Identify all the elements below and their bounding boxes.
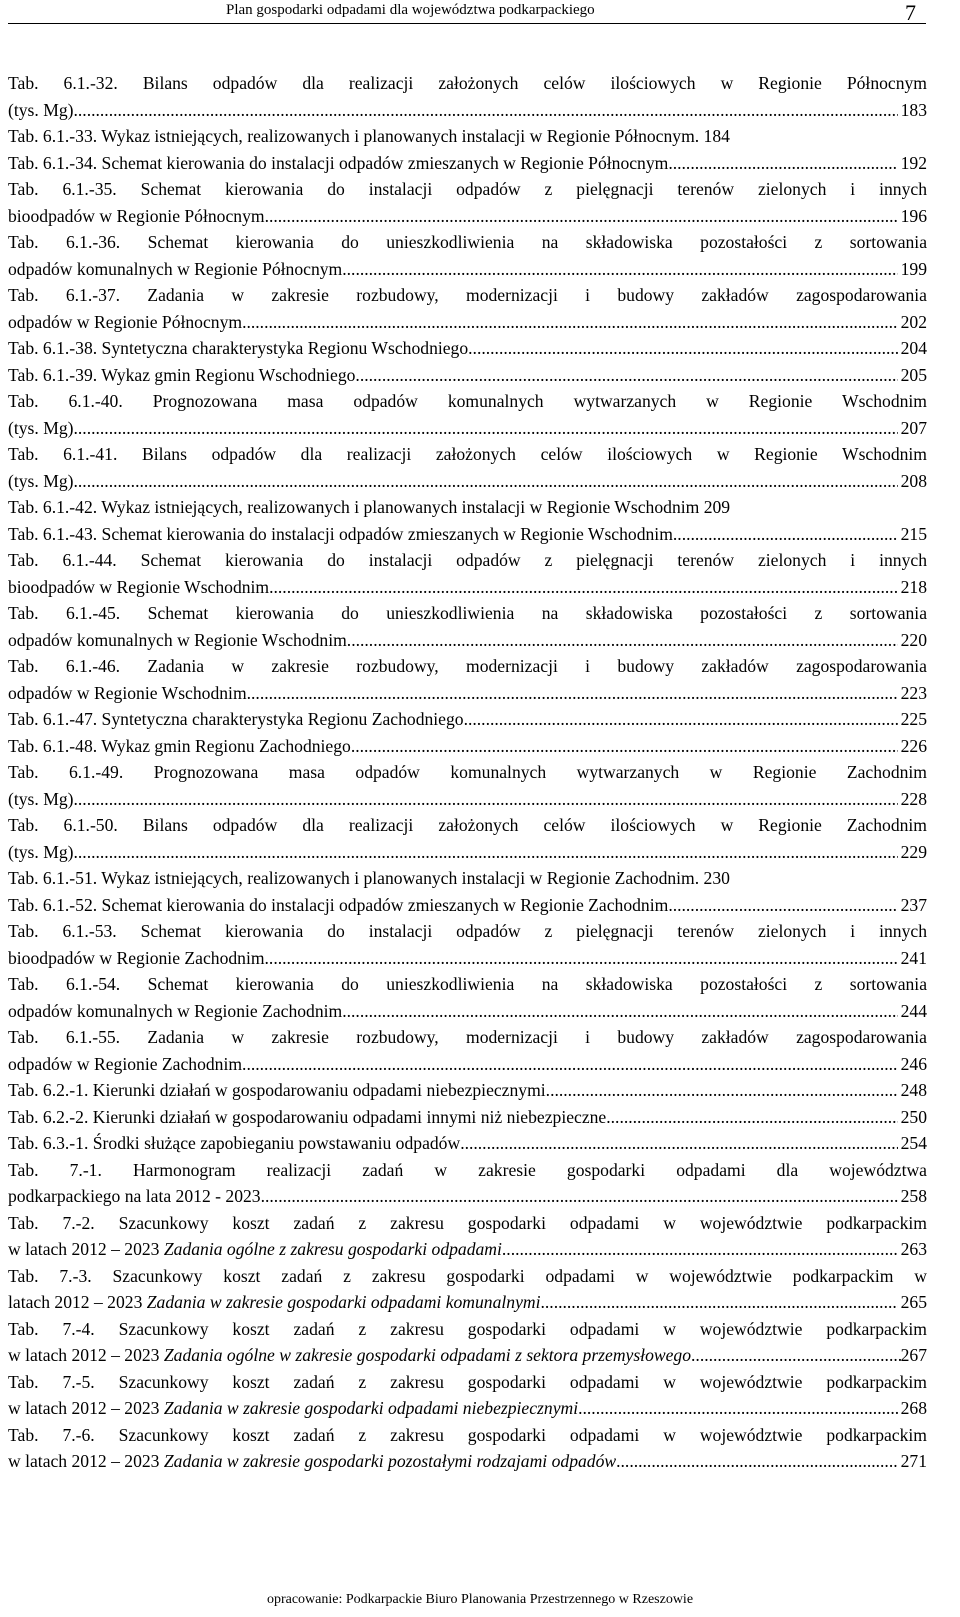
toc-entry-text <box>8 839 74 866</box>
toc-entry-text <box>8 892 668 919</box>
toc-leader-dots <box>265 945 898 972</box>
toc-leader-dots <box>74 415 898 442</box>
toc-entry-text <box>8 203 265 230</box>
toc-line[interactable] <box>8 574 927 601</box>
toc-entry-plain: bioodpadów w Regionie Zachodnim <box>8 947 265 968</box>
toc-entry-plain: podkarpackiego na lata 2012 - 2023 <box>8 1186 261 1206</box>
toc-page-number: 196 <box>900 205 927 226</box>
toc-entry-plain: w latach 2012 – 2023 <box>8 1451 164 1471</box>
toc-line[interactable]: Tab. 7.-3. Szacunkowy koszt zadań z zakresu gospodarki odpadami w województwie podkarpackim w <box>8 1265 927 1286</box>
toc-line[interactable] <box>8 945 927 972</box>
toc-line[interactable] <box>8 627 927 654</box>
toc-line[interactable] <box>8 1236 927 1263</box>
toc-line[interactable]: Tab. 6.1.-35. Schemat kierowania do instalacji odpadów z pielęgnacji terenów zielonych i innych <box>8 179 927 199</box>
toc-leader-dots <box>668 892 897 919</box>
toc-entry-text <box>8 733 351 760</box>
toc-entry-plain: odpadów komunalnych w Regionie Północnym <box>8 258 343 279</box>
toc-entry-text <box>8 309 242 336</box>
toc-entry-text <box>8 680 247 707</box>
toc-line[interactable] <box>8 1289 927 1316</box>
toc-line[interactable] <box>8 786 927 813</box>
toc-page-number: 226 <box>900 735 927 756</box>
toc-line[interactable] <box>8 706 927 733</box>
toc-entry-text <box>8 1051 242 1078</box>
toc-leader-dots <box>691 1342 901 1369</box>
page-footer: opracowanie: Podkarpackie Biuro Planowania Przestrzennego w Rzeszowie <box>266 1592 694 1607</box>
toc-page-number: 268 <box>900 1398 927 1418</box>
toc-page-number: 248 <box>900 1080 927 1100</box>
toc-page-number: 229 <box>900 841 927 862</box>
toc-line[interactable]: Tab. 6.1.-40. Prognozowana masa odpadów komunalnych wytwarzanych w Regionie Wschodnim <box>8 391 927 411</box>
toc-line[interactable] <box>8 150 927 177</box>
toc-page-number: 199 <box>900 258 927 279</box>
toc-entry-plain: Tab. 6.1.-39. Wykaz gmin Regionu Wschodniego <box>8 364 356 385</box>
toc-line[interactable] <box>8 1183 927 1210</box>
toc-line[interactable] <box>8 309 927 336</box>
toc-entry-plain: Tab. 6.1.-38. Syntetyczna charakterystyka Regionu Wschodniego <box>8 338 469 358</box>
toc-entry-text <box>8 1236 502 1263</box>
toc-page-number: 225 <box>900 709 927 729</box>
toc-leader-dots <box>546 1077 898 1104</box>
toc-page-number: 202 <box>900 311 927 332</box>
toc-entry-text <box>8 706 464 733</box>
toc-leader-dots <box>460 1130 897 1157</box>
toc-line[interactable] <box>8 1051 927 1078</box>
toc-line[interactable] <box>8 892 927 919</box>
toc-leader-dots <box>668 150 897 177</box>
toc-entry-text <box>8 627 347 654</box>
toc-page-number: 215 <box>900 523 927 544</box>
page-number: 7 <box>905 0 916 25</box>
toc-entry-plain: odpadów w Regionie Wschodnim <box>8 682 247 703</box>
toc-line[interactable]: Tab. 7.-4. Szacunkowy koszt zadań z zakresu gospodarki odpadami w województwie podkarpackim <box>8 1318 927 1339</box>
toc-entry-plain: w latach 2012 – 2023 <box>8 1345 164 1365</box>
toc-leader-dots <box>247 680 898 707</box>
toc-line[interactable] <box>8 733 927 760</box>
toc-line[interactable]: Tab. 6.1.-41. Bilans odpadów dla realizacji założonych celów ilościowych w Regionie Wschodnim <box>8 444 927 464</box>
toc-leader-dots <box>269 574 898 601</box>
toc-line[interactable] <box>8 1395 927 1422</box>
toc-entry-plain: (tys. Mg) <box>8 470 74 491</box>
toc-entry-plain: Tab. 6.3.-1. Środki służące zapobieganiu powstawaniu odpadów <box>8 1133 461 1153</box>
toc-line[interactable] <box>8 839 927 866</box>
toc-line[interactable]: Tab. 6.1.-32. Bilans odpadów dla realizacji założonych celów ilościowych w Regionie Północnym <box>8 73 927 93</box>
toc-page-number: 254 <box>900 1133 927 1153</box>
toc-entry-text <box>8 1130 460 1157</box>
toc-line[interactable] <box>8 1448 927 1475</box>
toc-entry-plain: odpadów w Regionie Zachodnim <box>8 1053 243 1074</box>
toc-line[interactable] <box>8 1342 927 1369</box>
toc-page-number: 258 <box>900 1186 927 1206</box>
toc-leader-dots <box>502 1236 898 1263</box>
toc-line[interactable] <box>8 203 927 230</box>
table-of-contents <box>8 70 927 1475</box>
toc-leader-dots <box>616 1448 897 1475</box>
toc-page-number: 250 <box>900 1106 927 1127</box>
header-rule <box>8 23 926 24</box>
toc-entry-plain: odpadów komunalnych w Regionie Wschodnim <box>8 629 347 650</box>
toc-page-number: 265 <box>900 1292 927 1312</box>
toc-entry-text <box>8 335 468 362</box>
toc-page-number: 183 <box>900 99 927 120</box>
toc-line[interactable]: Tab. 6.1.-51. Wykaz istniejących, realizowanych i planowanych instalacji w Regionie Zachodnim. 230 <box>8 868 730 888</box>
toc-entry-text <box>8 786 74 813</box>
toc-leader-dots <box>74 839 898 866</box>
toc-leader-dots <box>342 256 897 283</box>
toc-leader-dots <box>242 309 898 336</box>
toc-line[interactable]: Tab. 6.1.-45. Schemat kierowania do unieszkodliwienia na składowiska pozostałości z sortowania <box>8 603 927 623</box>
toc-line[interactable] <box>8 1104 927 1131</box>
toc-leader-dots <box>74 468 898 495</box>
header-title: Plan gospodarki odpadami dla województwa podkarpackiego <box>226 2 595 18</box>
toc-line[interactable]: Tab. 6.1.-55. Zadania w zakresie rozbudowy, modernizacji i budowy zakładów zagospodarowania <box>8 1027 927 1047</box>
toc-page-number: 271 <box>900 1451 927 1471</box>
toc-page-number: 223 <box>900 682 927 703</box>
toc-entry-italic: Zadania w zakresie gospodarki pozostałymi rodzajami odpadów <box>163 1451 617 1471</box>
toc-page-number: 205 <box>900 364 927 385</box>
page-header <box>8 0 926 24</box>
toc-entry-text <box>8 468 74 495</box>
toc-entry-text <box>8 1104 606 1131</box>
toc-entry-text <box>8 1448 616 1475</box>
toc-line[interactable] <box>8 1077 927 1104</box>
toc-leader-dots <box>468 335 897 362</box>
toc-line[interactable]: Tab. 6.1.-49. Prognozowana masa odpadów komunalnych wytwarzanych w Regionie Zachodnim <box>8 762 927 782</box>
toc-leader-dots <box>351 733 898 760</box>
toc-line[interactable]: Tab. 6.1.-53. Schemat kierowania do instalacji odpadów z pielęgnacji terenów zielonych i innych <box>8 921 927 941</box>
toc-line[interactable] <box>8 998 927 1025</box>
toc-leader-dots <box>347 627 898 654</box>
toc-entry-text <box>8 362 355 389</box>
toc-entry-plain: Tab. 6.1.-52. Schemat kierowania do instalacji odpadów zmieszanych w Regionie Zachodnim <box>8 894 669 915</box>
toc-entry-text <box>8 574 269 601</box>
toc-line[interactable]: Tab. 6.1.-54. Schemat kierowania do unieszkodliwienia na składowiska pozostałości z sortowania <box>8 974 927 994</box>
toc-entry-text <box>8 1289 541 1316</box>
toc-leader-dots <box>606 1104 897 1131</box>
toc-entry-text <box>8 521 673 548</box>
toc-line[interactable] <box>8 680 927 707</box>
toc-line[interactable] <box>8 415 927 442</box>
toc-leader-dots <box>673 521 898 548</box>
toc-entry-plain: odpadów w Regionie Północnym <box>8 311 243 332</box>
toc-page-number: 237 <box>900 894 927 915</box>
toc-line[interactable]: Tab. 7.-5. Szacunkowy koszt zadań z zakresu gospodarki odpadami w województwie podkarpackim <box>8 1371 927 1392</box>
toc-leader-dots <box>578 1395 898 1422</box>
toc-page-number: 220 <box>900 629 927 650</box>
toc-entry-text <box>8 1342 691 1369</box>
toc-entry-plain: odpadów komunalnych w Regionie Zachodnim <box>8 1000 343 1021</box>
toc-entry-plain: bioodpadów w Regionie Północnym <box>8 205 265 226</box>
toc-leader-dots <box>355 362 897 389</box>
toc-entry-plain: w latach 2012 – 2023 <box>8 1398 164 1418</box>
toc-page-number: 244 <box>900 1000 927 1021</box>
toc-leader-dots <box>265 203 898 230</box>
toc-entry-text <box>8 998 342 1025</box>
toc-line[interactable]: Tab. 6.1.-36. Schemat kierowania do unieszkodliwienia na składowiska pozostałości z sortowania <box>8 232 927 252</box>
toc-line[interactable]: Tab. 6.1.-37. Zadania w zakresie rozbudowy, modernizacji i budowy zakładów zagospodarowania <box>8 285 927 305</box>
toc-line[interactable] <box>8 362 927 389</box>
toc-line[interactable]: Tab. 6.1.-46. Zadania w zakresie rozbudowy, modernizacji i budowy zakładów zagospodarowania <box>8 656 927 676</box>
toc-entry-text <box>8 256 342 283</box>
toc-entry-text <box>8 415 74 442</box>
toc-entry-text <box>8 97 74 124</box>
toc-entry-text <box>8 1183 261 1210</box>
toc-leader-dots <box>261 1183 898 1210</box>
toc-line[interactable] <box>8 256 927 283</box>
toc-line[interactable]: Tab. 7.-1. Harmonogram realizacji zadań w zakresie gospodarki odpadami dla województwa <box>8 1159 927 1180</box>
toc-entry-plain: Tab. 6.1.-43. Schemat kierowania do instalacji odpadów zmieszanych w Regionie Wschodnim <box>8 523 673 544</box>
toc-line[interactable] <box>8 1130 927 1157</box>
toc-entry-plain: Tab. 6.2.-1. Kierunki działań w gospodarowaniu odpadami niebezpiecznymi <box>8 1080 546 1100</box>
toc-leader-dots <box>242 1051 898 1078</box>
toc-line[interactable] <box>8 335 927 362</box>
toc-entry-text <box>8 945 265 972</box>
toc-page-number: 208 <box>900 470 927 491</box>
toc-entry-text <box>8 1077 546 1104</box>
toc-entry-plain: Tab. 6.1.-47. Syntetyczna charakterystyka Regionu Zachodniego <box>8 709 464 729</box>
toc-leader-dots <box>464 706 898 733</box>
toc-line[interactable]: Tab. 6.1.-33. Wykaz istniejących, realizowanych i planowanych instalacji w Regionie Północnym. 184 <box>8 126 730 146</box>
toc-entry-plain: (tys. Mg) <box>8 841 74 862</box>
toc-page-number: 218 <box>900 576 927 597</box>
toc-page-number: 207 <box>900 417 927 438</box>
toc-entry-plain: latach 2012 – 2023 <box>8 1292 147 1312</box>
toc-entry-plain: bioodpadów w Regionie Wschodnim <box>8 576 270 597</box>
toc-entry-plain: Tab. 6.2.-2. Kierunki działań w gospodarowaniu odpadami innymi niż niebezpieczne <box>8 1106 607 1127</box>
toc-entry-italic: Zadania w zakresie gospodarki odpadami niebezpiecznymi <box>163 1398 579 1418</box>
toc-entry-plain: (tys. Mg) <box>8 99 74 120</box>
toc-line[interactable] <box>8 468 927 495</box>
toc-page-number: 204 <box>900 338 927 358</box>
toc-entry-italic: Zadania w zakresie gospodarki odpadami komunalnymi <box>146 1292 541 1312</box>
toc-line[interactable] <box>8 521 927 548</box>
toc-line[interactable]: Tab. 7.-6. Szacunkowy koszt zadań z zakresu gospodarki odpadami w województwie podkarpackim <box>8 1424 927 1445</box>
toc-line[interactable]: Tab. 7.-2. Szacunkowy koszt zadań z zakresu gospodarki odpadami w województwie podkarpackim <box>8 1212 927 1233</box>
toc-entry-plain: (tys. Mg) <box>8 788 74 809</box>
toc-leader-dots <box>74 97 898 124</box>
toc-entry-plain: w latach 2012 – 2023 <box>8 1239 164 1259</box>
toc-line[interactable] <box>8 97 927 124</box>
toc-entry-plain: Tab. 6.1.-48. Wykaz gmin Regionu Zachodniego <box>8 735 351 756</box>
toc-entry-italic: Zadania ogólne z zakresu gospodarki odpadami <box>163 1239 502 1259</box>
toc-line[interactable]: Tab. 6.1.-42. Wykaz istniejących, realizowanych i planowanych instalacji w Regionie Wschodnim 209 <box>8 497 731 517</box>
toc-line[interactable]: Tab. 6.1.-50. Bilans odpadów dla realizacji założonych celów ilościowych w Regionie Zachodnim <box>8 815 927 835</box>
toc-entry-text <box>8 150 668 177</box>
toc-entry-text <box>8 1395 578 1422</box>
toc-leader-dots <box>342 998 897 1025</box>
toc-leader-dots <box>541 1289 898 1316</box>
toc-entry-plain: (tys. Mg) <box>8 417 74 438</box>
toc-page-number: 263 <box>900 1239 927 1259</box>
toc-page-number: 228 <box>900 788 927 809</box>
toc-page-number: 267 <box>900 1345 927 1365</box>
toc-page-number: 241 <box>900 947 927 968</box>
toc-entry-plain: Tab. 6.1.-34. Schemat kierowania do instalacji odpadów zmieszanych w Regionie Północnym <box>8 152 669 173</box>
toc-page-number: 192 <box>900 152 927 173</box>
toc-entry-italic: Zadania ogólne w zakresie gospodarki odpadami z sektora przemysłowego <box>163 1345 692 1365</box>
toc-page-number: 246 <box>900 1053 927 1074</box>
toc-leader-dots <box>74 786 898 813</box>
toc-line[interactable]: Tab. 6.1.-44. Schemat kierowania do instalacji odpadów z pielęgnacji terenów zielonych i innych <box>8 550 927 570</box>
